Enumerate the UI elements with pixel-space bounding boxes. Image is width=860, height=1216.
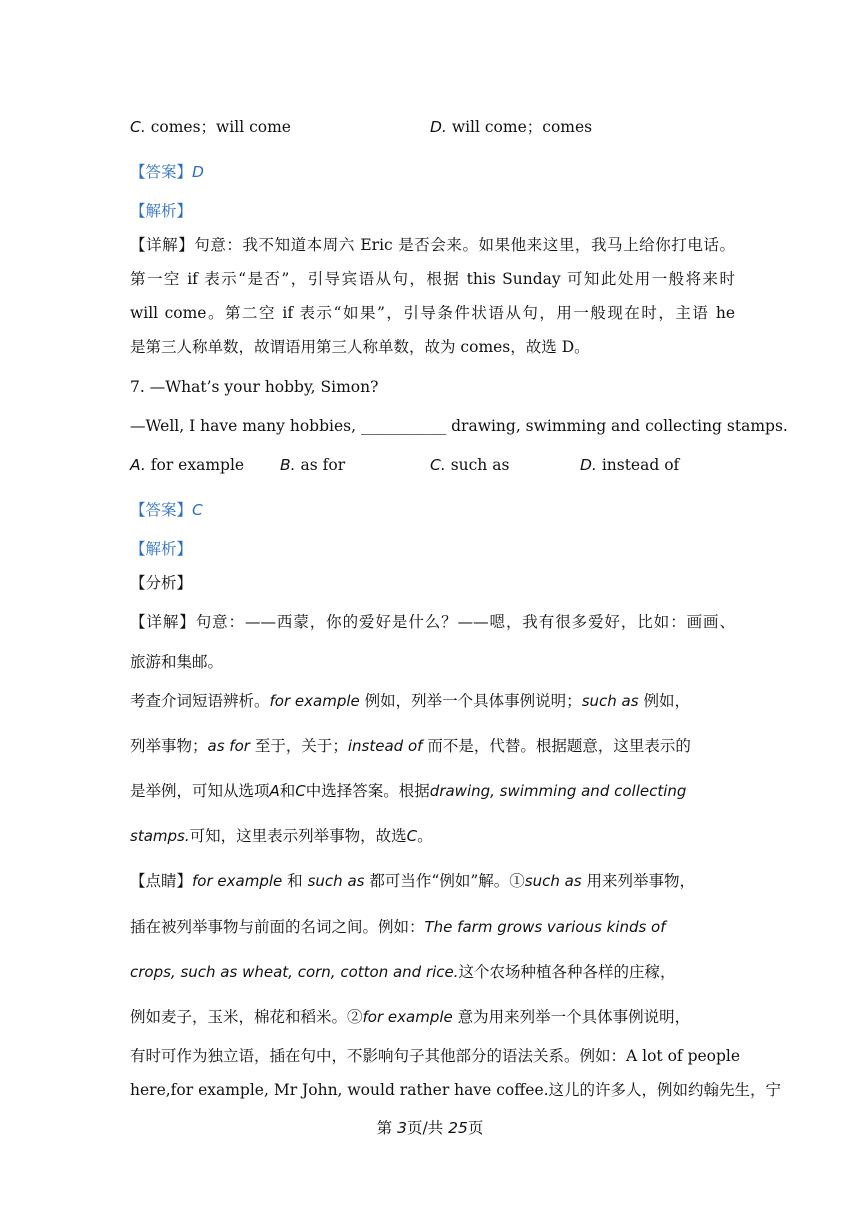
q7-detail-line-1: 【详解】句意：——西蒙，你的爱好是什么？——嗯，我有很多爱好，比如：画画、 (130, 613, 735, 631)
q6-detail-line-3: will come。第二空 if 表示“如果”，引导条件状语从句，用一般现在时，主语 he (130, 304, 735, 322)
q6-detail-line-4: 是第三人称单数，故谓语用第三人称单数，故为 comes，故选 D。 (130, 338, 590, 356)
q7-note-line-1: 【点睛】for example 和 such as 都可当作“例如”解。①such as 用来列举事物， (130, 872, 696, 890)
total-page-count: 25 (448, 1119, 468, 1137)
q6-answer: 【答案】D (130, 163, 204, 181)
q7-question-line-2: —Well, I have many hobbies, ___________ drawing, swimming and collecting stamps. (130, 417, 788, 435)
q6-option-d: D. will come；comes (430, 118, 593, 136)
q7-analysis-heading: 【解析】 (130, 540, 193, 558)
q6-option-c: C. comes；will come (130, 118, 291, 136)
q7-note-line-2: 插在被列举事物与前面的名词之间。例如：The farm grows various kinds of (130, 918, 666, 936)
q7-option-a: A. for example (130, 456, 245, 474)
q7-detail-line-2: 旅游和集邮。 (130, 653, 224, 671)
q7-explain-line-3: 是举例，可知从选项A和C中选择答案。根据drawing, swimming and collecting (130, 782, 687, 800)
q7-answer: 【答案】C (130, 501, 203, 519)
q6-detail-line-2: 第一空 if 表示“是否”，引导宾语从句，根据 this Sunday 可知此处用一般将来时 (130, 270, 735, 288)
page-footer: 第 3页/共 25页 (376, 1119, 484, 1137)
q7-option-c: C. such as (430, 456, 510, 474)
q7-explain-line-4: stamps.可知，这里表示列举事物，故选C。 (130, 827, 433, 845)
q7-option-b: B. as for (280, 456, 346, 474)
q7-explain-line-1: 考查介词短语辨析。for example 例如，列举一个具体事例说明；such as 例如， (130, 692, 690, 710)
current-page-number: 3 (397, 1119, 407, 1137)
q7-explain-line-2: 列举事物；as for 至于，关于；instead of 而不是，代替。根据题意，这里表示的 (130, 737, 691, 755)
q7-question: 7. —What’s your hobby, Simon? (130, 378, 379, 396)
q6-analysis-heading: 【解析】 (130, 202, 193, 220)
q6-detail-line-1: 【详解】句意：我不知道本周六 Eric 是否会来。如果他来这里，我马上给你打电话。 (130, 236, 735, 254)
q7-note-line-4: 例如麦子，玉米，棉花和稻米。②for example 意为用来列举一个具体事例说明， (130, 1008, 691, 1026)
q7-option-d: D. instead of (580, 456, 680, 474)
q7-fenxi-heading: 【分析】 (130, 574, 193, 592)
q7-note-line-3: crops, such as wheat, corn, cotton and rice.这个农场种植各种各样的庄稼， (130, 963, 676, 981)
q7-note-line-5: 有时可作为独立语，插在句中，不影响句子其他部分的语法关系。例如：A lot of people (130, 1047, 741, 1065)
q7-note-line-6: here,for example, Mr John, would rather have coffee.这儿的许多人，例如约翰先生，宁 (130, 1081, 782, 1099)
